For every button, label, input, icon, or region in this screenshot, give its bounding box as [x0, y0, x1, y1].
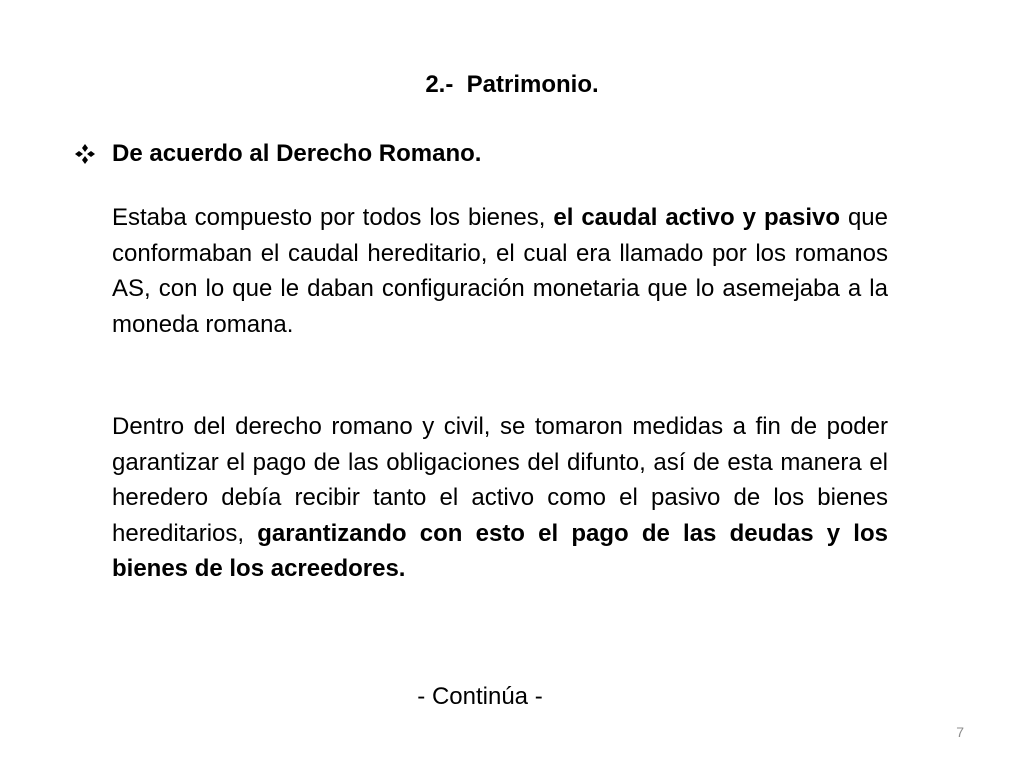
- paragraph-1-text-a: Estaba compuesto por todos los bienes,: [112, 204, 554, 231]
- paragraph-2-bold: garantizando con esto el pago de las deudas y los bienes de los acreedores.: [112, 519, 888, 582]
- page-number: 7: [956, 724, 964, 740]
- section-heading: [74, 138, 481, 170]
- paragraph-1-text-b: que conformaban el caudal hereditario, el cual era llamado por los romanos AS, con lo que le daban configuración monetaria que lo asemejaba a la moneda romana.: [112, 204, 889, 338]
- continua-text: - Continúa -: [417, 683, 543, 710]
- paragraph-2: [112, 409, 888, 587]
- paragraph-2-text-a: Dentro del derecho romano y civil, se tomaron medidas a fin de poder garantizar el pago de las obligaciones del difunto, así de esta manera el heredero debía recibir tanto el activo como el pasivo de los bienes hereditarios,: [112, 413, 888, 547]
- slide-title: 2.- Patrimonio.: [425, 71, 599, 98]
- paragraph-1: [112, 200, 888, 342]
- section-heading-text: De acuerdo al Derecho Romano.: [112, 140, 482, 167]
- paragraph-1-bold: el caudal activo y pasivo: [553, 204, 840, 231]
- four-diamond-bullet-icon: [74, 143, 96, 165]
- continua-label: [0, 682, 1024, 712]
